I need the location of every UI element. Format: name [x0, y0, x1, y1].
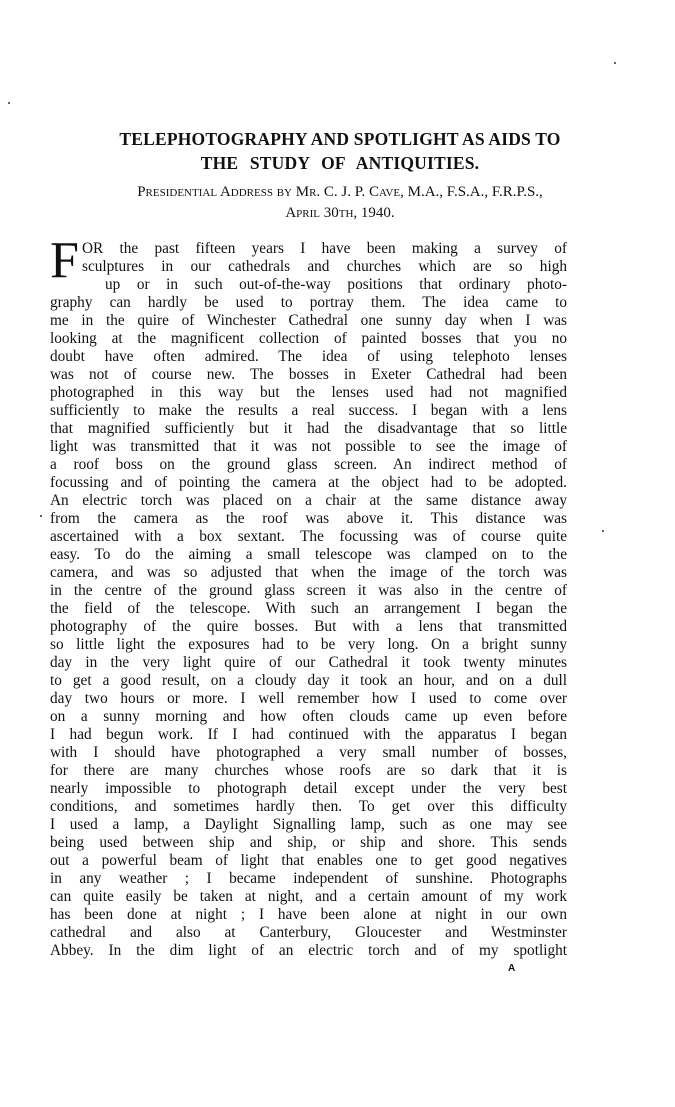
body-line: photographed in this way but the lenses used had not magnified — [50, 384, 567, 401]
body-line: that magnified sufficiently but it had the disadvantage that so little — [50, 420, 567, 437]
body-line: in the centre of the ground glass screen it was also in the centre of — [50, 582, 567, 599]
body-line: ascertained with a box sextant. The focussing was of course quite — [50, 528, 567, 545]
body-line: so little light the exposures had to be very long. On a bright sunny — [50, 636, 567, 653]
body-line: in any weather ; I became independent of sunshine. Photographs — [50, 870, 567, 887]
body-line: the field of the telescope. With such an arrangement I began the — [50, 600, 567, 617]
body-line: doubt have often admired. The idea of using telephoto lenses — [50, 348, 567, 365]
body-line: light was transmitted that it was not possible to see the image of — [50, 438, 567, 455]
body-line: a roof boss on the ground glass screen. An indirect method of — [50, 456, 567, 473]
body-line: being used between ship and ship, or ship and shore. This sends — [50, 834, 567, 851]
body-line: conditions, and sometimes hardly then. To get over this difficulty — [50, 798, 567, 815]
body-line: looking at the magnificent collection of painted bosses that you no — [50, 330, 567, 347]
body-line: has been done at night ; I have been alone at night in our own — [50, 906, 567, 923]
drop-cap: F — [50, 232, 79, 289]
body-line: with I should have photographed a very small number of bosses, — [50, 744, 567, 761]
body-line: me in the quire of Winchester Cathedral one sunny day when I was — [50, 312, 567, 329]
body-line: was not of course new. The bosses in Exeter Cathedral had been — [50, 366, 567, 383]
scan-speck — [602, 530, 604, 532]
body-line: OR the past fifteen years I have been making a survey of — [82, 240, 567, 257]
byline-date: April 30th, 1940. — [285, 205, 395, 221]
body-line: graphy can hardly be used to portray them. The idea came to — [50, 294, 567, 311]
body-line: day in the very light quire of our Cathedral it took twenty minutes — [50, 654, 567, 671]
scan-speck — [614, 62, 616, 64]
body-line: to get a good result, on a cloudy day it took an hour, and on a dull — [50, 672, 567, 689]
article-title-line-2: THE STUDY OF ANTIQUITIES. — [200, 153, 480, 173]
body-line: Abbey. In the dim light of an electric torch and of my spotlight — [50, 942, 567, 959]
body-line: up or in such out-of-the-way positions that ordinary photo- — [105, 276, 567, 293]
body-line: camera, and was so adjusted that when the image of the torch was — [50, 564, 567, 581]
body-line: sufficiently to make the results a real success. I began with a lens — [50, 402, 567, 419]
body-line: I used a lamp, a Daylight Signalling lamp, such as one may see — [50, 816, 567, 833]
body-line: day two hours or more. I well remember how I used to come over — [50, 690, 567, 707]
body-line: out a powerful beam of light that enables one to get good negatives — [50, 852, 567, 869]
body-line: cathedral and also at Canterbury, Gloucester and Westminster — [50, 924, 567, 941]
body-line: can quite easily be taken at night, and a certain amount of my work — [50, 888, 567, 905]
article-title-line-1: TELEPHOTOGRAPHY AND SPOTLIGHT AS AIDS TO — [119, 129, 561, 149]
body-line: An electric torch was placed on a chair at the same distance away — [50, 492, 567, 509]
body-line: easy. To do the aiming a small telescope was clamped on to the — [50, 546, 567, 563]
body-line: photography of the quire bosses. But with a lens that transmitted — [50, 618, 567, 635]
body-line: sculptures in our cathedrals and churches which are so high — [82, 258, 567, 275]
byline-line-1: Presidential Address by Mr. C. J. P. Cave, M.A., F.S.A., F.R.P.S., — [137, 184, 543, 200]
scan-speck — [40, 515, 42, 517]
body-line: I had begun work. If I had continued with the apparatus I began — [50, 726, 567, 743]
body-line: for there are many churches whose roofs are so dark that it is — [50, 762, 567, 779]
body-line: on a sunny morning and how often clouds came up even before — [50, 708, 567, 725]
body-line: nearly impossible to photograph detail except under the very best — [50, 780, 567, 797]
signature-mark: A — [508, 963, 516, 974]
body-line: focussing and of pointing the camera at the object had to be adopted. — [50, 474, 567, 491]
body-line: from the camera as the roof was above it. This distance was — [50, 510, 567, 527]
scan-speck — [8, 102, 10, 104]
